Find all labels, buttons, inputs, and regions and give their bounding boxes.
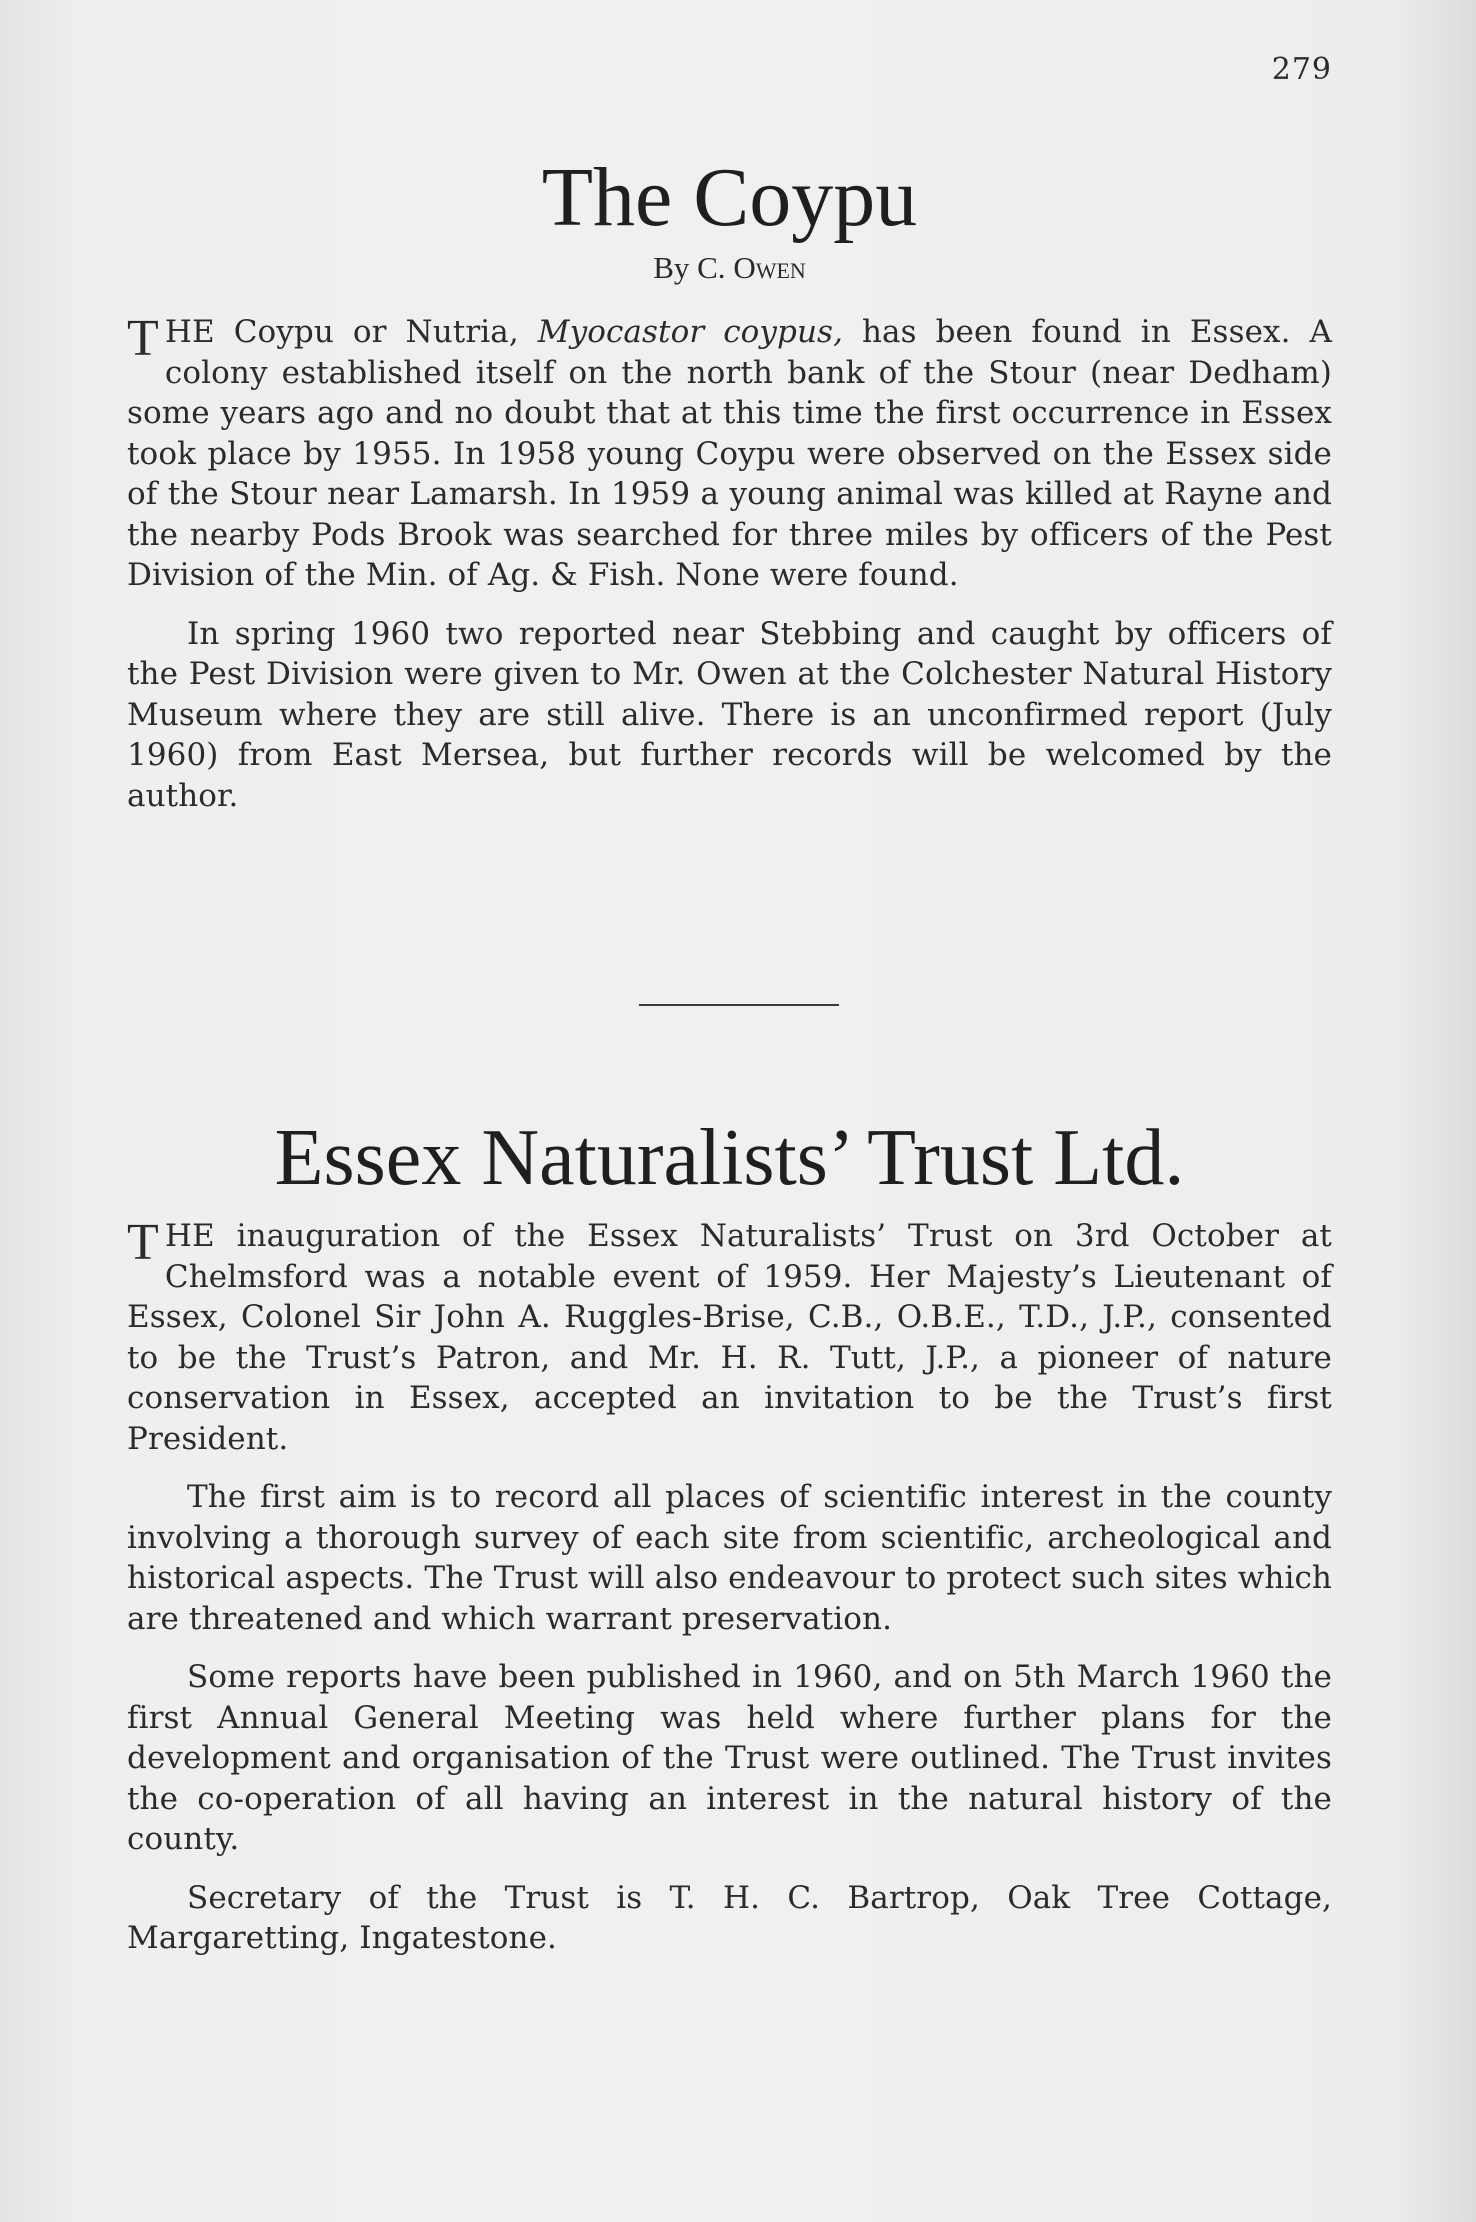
article-title: Essex Naturalists’ Trust Ltd. (274, 1114, 1185, 1202)
paragraph: The first aim is to record all places of scientific interest in the county involving a thorough survey of each site from scientific, archeological and historical aspects. The Trust will also endeavour to protect such sites which are threatened and which warrant preservation. (127, 1479, 1332, 1637)
species-name: Myocastor coypus, (537, 314, 844, 350)
article-title: The Coypu (541, 151, 918, 244)
paragraph: In spring 1960 two reported near Stebbing and caught by officers of the Pest Division were given to Mr. Owen at the Colchester Natural History Museum where they are still alive. There is an unconfirmed report (July 1960) from East Mersea, but further records will be welcomed by the author. (127, 615, 1332, 814)
section-divider (639, 1004, 839, 1006)
paragraph: Secretary of the Trust is T. H. C. Bartrop, Oak Tree Cottage, Margaretting, Ingatestone. (127, 1879, 1332, 1956)
byline (127, 250, 1332, 286)
page-number: 279 (1271, 52, 1332, 87)
author-name: Owen (733, 250, 806, 285)
paragraph (127, 1216, 1332, 1459)
paragraph-text: has been found in Essex. A colony established itself on the north bank of the Stour (near Dedham) some years ago and no doubt that at this time the first occurrence in Essex took place by 1955. In 1958 young Coypu were observed on the Essex side of the Stour near Lamarsh. In 1959 a young animal was killed at Rayne and the nearby Pods Brook was searched for three miles by officers of the Pest Division of the Min. of Ag. & Fish. None were found. (127, 314, 1332, 593)
byline-prefix: By C. (653, 250, 726, 285)
paragraph: Some reports have been published in 1960, and on 5th March 1960 the first Annual General Meeting was held where further plans for the development and organisation of the Trust were outlined. The Trust invites the co-operation of all having an interest in the natural history of the county. (127, 1659, 1332, 1857)
paragraph-lead: HE Coypu or Nutria, (164, 314, 538, 350)
drop-cap: T (127, 1214, 159, 1271)
drop-cap: T (127, 310, 159, 367)
paragraph (127, 312, 1332, 596)
article-the-coypu (127, 150, 1332, 834)
article-essex-naturalists-trust (127, 1110, 1332, 1977)
paragraph-text: HE inauguration of the Essex Naturalists’ Trust on 3rd October at Chelmsford was a notable event of 1959. Her Majesty’s Lieutenant of Essex, Colonel Sir John A. Ruggles-Brise, C.B., O.B.E., T.D., J.P., consented to be the Trust’s Patron, and Mr. H. R. Tutt, J.P., a pioneer of nature conservation in Essex, accepted an invitation to be the Trust’s first President. (127, 1218, 1332, 1457)
